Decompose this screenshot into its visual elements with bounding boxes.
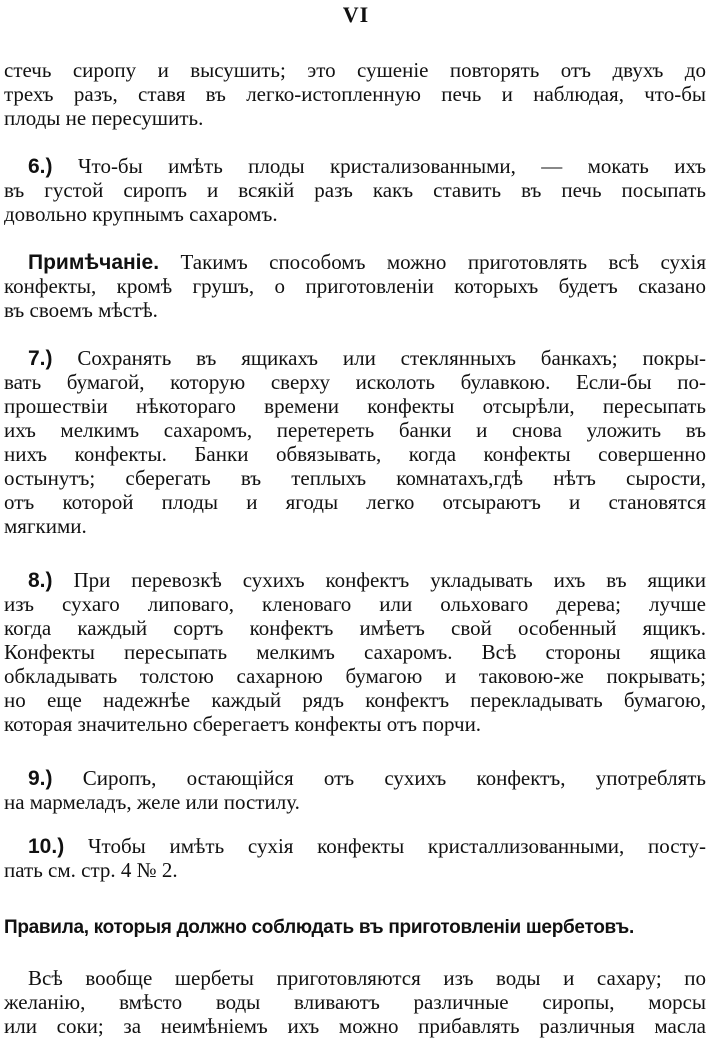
text-line: вать бумагой, которую сверху исколоть булавкою. Если-бы по-: [4, 370, 706, 394]
text-line-content: Что-бы имѣть плоды кристализованными, — мокать ихъ: [52, 154, 706, 178]
text-line: конфекты, кромѣ грушъ, о приготовленіи которыхъ будетъ сказано: [4, 274, 706, 298]
text-line: [4, 766, 706, 790]
item-number: 7.): [28, 347, 53, 370]
item-number: 10.): [28, 835, 65, 858]
text-line: нихъ конфекты. Банки обвязывать, когда конфекты совершенно: [4, 442, 706, 466]
text-line: мягкими.: [4, 514, 87, 538]
text-line: желанію, вмѣсто воды вливаютъ различные сиропы, морсы: [4, 990, 706, 1014]
paragraph-continuation: [4, 58, 706, 130]
text-line: [4, 568, 706, 592]
text-line: изъ сухаго липоваго, кленоваго или ольховаго дерева; лучше: [4, 592, 706, 616]
section-heading: Правила, которыя должно соблюдать въ приготовленіи шербетовъ.: [4, 917, 634, 938]
text-line: прошествіи нѣкотораго времени конфекты отсырѣли, пересыпать: [4, 394, 706, 418]
note-label: Примѣчаніе.: [28, 251, 160, 274]
paragraph-item-6: [4, 154, 706, 226]
paragraph-item-10: [4, 834, 706, 882]
text-line-content: При перевозкѣ сухихъ конфектъ укладывать ихъ въ ящики: [52, 568, 706, 592]
text-line: довольно крупнымъ сахаромъ.: [4, 202, 278, 226]
text-line: которая значительно сберегаетъ конфекты отъ порчи.: [4, 712, 482, 736]
text-line: ихъ мелкимъ сахаромъ, перетереть банки и снова уложить въ: [4, 418, 706, 442]
paragraph-item-8: [4, 568, 706, 736]
text-line: [4, 154, 706, 178]
text-line-content: Сиропъ, остающійся отъ сухихъ конфектъ, употреблять: [52, 766, 706, 790]
text-line: трехъ разъ, ставя въ легко-истопленную печь и наблюдая, что-бы: [4, 82, 706, 106]
text-line: [4, 250, 706, 274]
text-line: остынутъ; сберегать въ теплыхъ комнатахъ,гдѣ нѣтъ сырости,: [4, 466, 706, 490]
text-line: отъ которой плоды и ягоды легко отсыраютъ и становятся: [4, 490, 706, 514]
text-line: обкладывать толстою сахарною бумагою и таковою-же покрывать;: [4, 664, 706, 688]
text-line-content: Сохранять въ ящикахъ или стеклянныхъ банкахъ; покры-: [52, 346, 706, 370]
text-line-content: Чтобы имѣть сухія конфекты кристаллизованными, посту-: [64, 834, 706, 858]
text-line: въ густой сиропъ и всякій разъ какъ ставить въ печь посыпать: [4, 178, 706, 202]
text-line: Всѣ вообще шербеты приготовляются изъ воды и сахару; по: [28, 966, 706, 990]
text-line: стечь сиропу и высушить; это сушеніе повторять отъ двухъ до: [4, 58, 706, 82]
text-line: [4, 346, 706, 370]
paragraph-sherbets: [4, 966, 706, 1038]
text-line: или соки; за неимѣніемъ ихъ можно прибавлять различныя масла: [4, 1014, 706, 1038]
text-line: когда каждый сортъ конфектъ имѣетъ свой особенный ящикъ.: [4, 616, 706, 640]
text-line-content: Такимъ способомъ можно приготовлять всѣ сухія: [159, 250, 706, 274]
paragraph-item-7: [4, 346, 706, 538]
paragraph-note: [4, 250, 706, 322]
text-line: плоды не пересушить.: [4, 106, 204, 130]
item-number: 9.): [28, 767, 53, 790]
text-line: [4, 834, 706, 858]
text-line: но еще надежнѣе каждый рядъ конфектъ перекладывать бумагою,: [4, 688, 706, 712]
paragraph-item-9: [4, 766, 706, 814]
page-number: VI: [342, 2, 370, 27]
text-line: въ своемъ мѣстѣ.: [4, 298, 158, 322]
text-line: на мармеладъ, желе или постилу.: [4, 790, 300, 814]
item-number: 8.): [28, 569, 53, 592]
text-line: Конфекты пересыпать мелкимъ сахаромъ. Всѣ стороны ящика: [4, 640, 706, 664]
item-number: 6.): [28, 155, 53, 178]
text-line: пать см. стр. 4 № 2.: [4, 858, 178, 882]
